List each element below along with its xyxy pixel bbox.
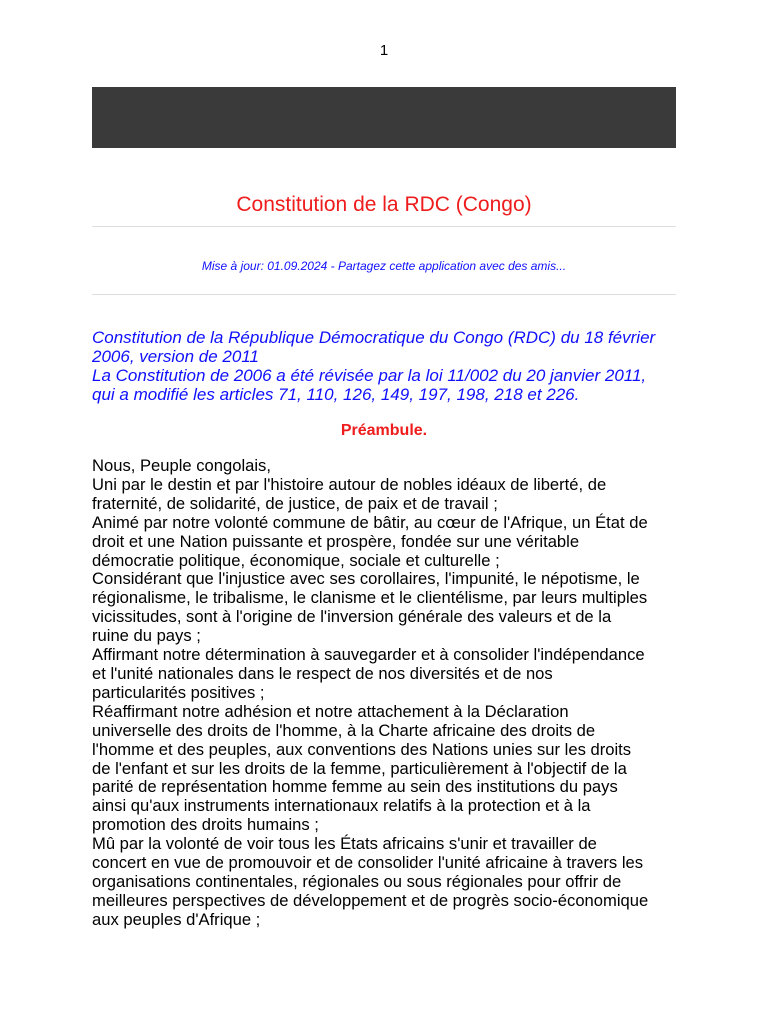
text-line: concert en vue de promouvoir et de consolider l'unité africaine à travers les	[92, 853, 644, 873]
divider	[92, 226, 676, 227]
divider	[92, 294, 676, 295]
intro-line: Constitution de la République Démocratique du Congo (RDC) du 18 février	[92, 328, 656, 347]
preamble-body	[92, 457, 682, 930]
text-line: parité de représentation homme femme au sein des institutions du pays	[92, 777, 618, 797]
text-line: régionalisme, le tribalisme, le clanisme et le clientélisme, par leurs multiples	[92, 588, 648, 608]
text-line: ruine du pays ;	[92, 626, 201, 646]
preamble-heading: Préambule.	[340, 422, 428, 439]
text-line: Mû par la volonté de voir tous les États africains s'unir et travailler de	[92, 834, 597, 854]
text-line: meilleures perspectives de développement et de progrès socio-économique	[92, 890, 649, 910]
text-line: démocratie politique, économique, sociale et culturelle ;	[92, 550, 500, 570]
intro-line: qui a modifié les articles 71, 110, 126, 149, 197, 198, 218 et 226.	[92, 385, 580, 404]
text-line: particularités positives ;	[92, 682, 265, 702]
text-line: de l'enfant et sur les droits de la femme, particulièrement à l'objectif de la	[92, 758, 627, 778]
intro-line: 2006, version de 2011	[92, 347, 259, 366]
update-notice: Mise à jour: 01.09.2024 - Partagez cette application avec des amis...	[201, 259, 567, 273]
text-line: promotion des droits humains ;	[92, 815, 319, 835]
text-line: aux peuples d'Afrique ;	[92, 909, 261, 929]
document-title: Constitution de la RDC (Congo)	[236, 193, 532, 216]
text-line: Nous, Peuple congolais,	[92, 456, 271, 475]
text-line: fraternité, de solidarité, de justice, de paix et de travail ;	[92, 493, 498, 513]
text-line: Affirmant notre détermination à sauvegarder et à consolider l'indépendance	[92, 645, 645, 665]
text-line: vicissitudes, sont à l'origine de l'inversion générale des valeurs et de la	[92, 607, 612, 627]
text-line: Considérant que l'injustice avec ses corollaires, l'impunité, le népotisme, le	[92, 569, 640, 589]
text-line: Uni par le destin et par l'histoire autour de nobles idéaux de liberté, de	[92, 474, 607, 494]
banner-placeholder	[92, 87, 676, 148]
text-line: droit et une Nation puissante et prospère, fondée sur une véritable	[92, 531, 580, 551]
page-number: 1	[379, 42, 389, 59]
text-line: l'homme et des peuples, aux conventions des Nations unies sur les droits	[92, 739, 632, 759]
intro-block	[92, 328, 676, 404]
text-line: universelle des droits de l'homme, à la Charte africaine des droits de	[92, 720, 596, 740]
text-line: Réaffirmant notre adhésion et notre attachement à la Déclaration	[92, 701, 569, 721]
text-line: organisations continentales, régionales ou sous régionales pour offrir de	[92, 871, 622, 891]
text-line: et l'unité nationales dans le respect de nos diversités et de nos	[92, 663, 553, 683]
text-line: ainsi qu'aux instruments internationaux relatifs à la protection et à la	[92, 796, 591, 816]
intro-line: La Constitution de 2006 a été révisée par la loi 11/002 du 20 janvier 2011,	[92, 366, 647, 385]
text-line: Animé par notre volonté commune de bâtir, au cœur de l'Afrique, un État de	[92, 512, 648, 532]
